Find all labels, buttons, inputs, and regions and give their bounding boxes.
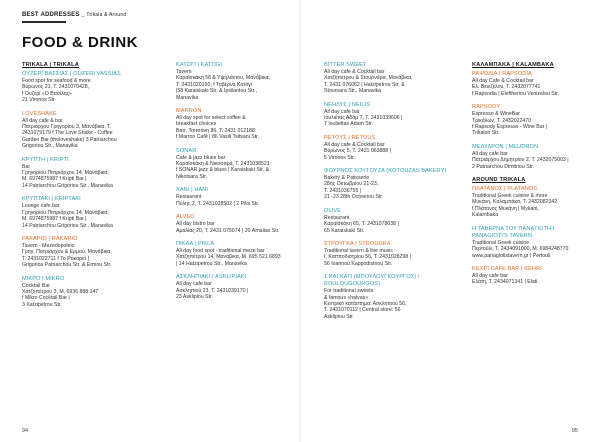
listing-detail: f Ουζερί «Ο Βασίλης» [22, 90, 72, 97]
listing-detail: Καραϊσκάκη & Νικοσαρά, Τ. 2431038521 [176, 161, 270, 168]
listing-name: ΡΕΤΟΥΣ | RETOUS [324, 134, 376, 141]
listing-detail: Manavika [176, 94, 199, 101]
listing-detail: All day cafe & bar [22, 117, 63, 124]
page-number-left: 94 [22, 428, 29, 434]
listing-entry [472, 71, 588, 97]
listing-detail: 28ης Οκτωβρίου 21-23, [324, 181, 379, 188]
listing-detail: Τ. 2431020150, f Ταβέρνα Κατόγι [176, 81, 253, 88]
listing-detail: 23 Asklipiou Str. [176, 293, 213, 300]
listing-detail: All day spot for select coffee & [176, 115, 246, 122]
listing-name: ΝΕΗΛΥΣ | NEILIS [324, 101, 371, 108]
listing-detail: Ασκληπιού 23, Τ. 2431039170 | [176, 287, 249, 294]
running-header: BEST ADDRESSES _ Trikala & Around [22, 12, 127, 18]
listing-detail: Stournara Str., Manavika [324, 88, 382, 95]
listing-name: ΦΟΥΡΝΟΣ ΚΟΥΤΟΥΖΑ (KOTOUZAS BAKERY) [324, 168, 447, 175]
listing-detail: f Πλάτανος Μυκάνη | Mykani, [472, 205, 539, 212]
listing-detail: Πατριάρχου Γρηγορίου 3, Μανάβικα, Τ. [22, 124, 112, 131]
listing-detail: All day Cafe & Cocktail bar [472, 78, 534, 84]
header-section: BEST ADDRESSES [22, 12, 80, 18]
listing-detail: Πύλης 2, Τ. 2431028502 | 2 Pilis Str. [176, 200, 260, 207]
listing-entry [22, 71, 148, 104]
listing-entry [176, 148, 298, 181]
listing-name: Η ΤΑΒΕΡΝΑ ΤΟΥ ΠΑΝΑΓΙΩΤΗ | PANAGIOTI'S TAVERN [472, 225, 555, 239]
listing-entry [176, 241, 298, 267]
listing-detail: Lounge cafe bar [22, 203, 60, 210]
listing-detail: For traditional sweets [324, 288, 374, 295]
listing-detail: Πατριάρχου Δημητρίου 2, Τ. 2432075003 | [472, 157, 569, 164]
listing-detail: Ελ. Βενιζέλου, Τ. 2432077741 [472, 84, 541, 91]
listing-detail: |58 Karaiskaki Str. & Ipsilantou Str., [176, 88, 257, 95]
listing-detail: Cocktail Bar [22, 282, 50, 289]
listing-detail: Χατζηπέτρου 14, Μανάβικα, Μ. 695 521 6893 [176, 254, 281, 261]
listing-name: ΚΡΥΠΤΑΚΙ | KRIPTAKI [22, 196, 81, 203]
header-rule [22, 21, 66, 23]
listing-detail: Bar [22, 163, 31, 170]
listing-name: ΡΑΨΩΔΙΑ | RAPSODIA [472, 71, 532, 77]
listing-detail: Καραϊσκάκη 58 & Υψηλάντου, Μανάβικα, [176, 75, 270, 82]
listing-detail: 2 Patriarchou Dimitriou Str. [472, 163, 534, 170]
listing-detail: Ελάτη, Τ. 2434071341 | Elati [472, 279, 538, 286]
listing-detail: All day cafe bar [324, 108, 360, 115]
listing-detail: Nikotsara Str. [176, 173, 208, 180]
column-2 [176, 62, 298, 307]
listing-entry [324, 168, 452, 201]
listing-entry [324, 62, 452, 95]
page-title: FOOD & DRINK [22, 34, 138, 51]
listing-entry [22, 196, 148, 229]
listing-entry [176, 187, 298, 207]
listing-detail: Χατζηπέτρου 3, Μ. 6936 888 147 [22, 288, 99, 295]
listing-name: ΜΕΛΥΔΡΟΝ | MEUDRON [472, 143, 539, 150]
listing-detail: f SONAR jazz & blues | Karaiskaki Str. & [176, 167, 270, 174]
listing-name: RAPSODY [472, 104, 501, 111]
listing-detail: All day food spot - traditional meze bar [176, 247, 265, 254]
listing-entry [324, 208, 452, 234]
listing-detail: f Rapsody Espresso - Wine Bar | [472, 124, 548, 131]
listing-detail: Traditional Greek cuisine [472, 239, 530, 246]
listing-detail: Espresso & WineBar [472, 111, 520, 118]
listing-detail: All day cafe bar [472, 272, 508, 279]
column-3 [324, 62, 452, 327]
listing-detail: Trikalon Str. [472, 130, 500, 137]
listing-detail: Γρηγορίου Πατριάρχου 14, Μανάβικα, [22, 209, 109, 216]
listing-detail: Τ. 2431070112 | Central store: 56 [324, 307, 401, 314]
listing-entry [176, 108, 298, 141]
listing-detail: All day bistro bar [176, 221, 215, 228]
listing-name: LOVESHAKE [22, 110, 57, 117]
listing-name: ΑΣΚΛΗΠΙΑΚΙ | ASKLIPIAKI [176, 274, 247, 281]
listing-entry [472, 186, 588, 219]
listing-entry [324, 135, 452, 161]
listing-name: ΧΑΝΙ | HANI [176, 187, 209, 194]
listing-name: MARRON [176, 108, 202, 115]
listing-detail: Asklipiou Str. [324, 313, 354, 320]
listing-name: ALVEO [176, 214, 195, 221]
listing-detail: 14 Patriarchou Grigoriou Str., Manavika [22, 222, 113, 229]
listing-entry [472, 144, 588, 170]
listing-detail: | 14 Hatzipetrou Str., Manavika [176, 260, 247, 267]
listing-detail: Traditional Greek cuisine & more [472, 193, 548, 200]
listing-detail: Τρικάλων, Τ. 2432022470 [472, 117, 532, 124]
listing-detail: Τ. 2431022711 f Το Ρακαριό | [22, 255, 89, 262]
listing-name: SONAR [176, 147, 197, 154]
listing-detail: Κεντρικό κατάστημα: Ασκληπιού 56, [324, 300, 407, 307]
listing-detail: Garden Bar (theloveshake) 3 Patriarchou [22, 136, 117, 143]
listing-detail: Τ. 2431036755 | [324, 187, 362, 194]
listing-detail: f Marron Café | 86 Vasili Tsitsani Str. [176, 134, 260, 141]
listing-detail: Restaurant [324, 214, 350, 221]
listing-detail: Περτούλι, Τ. 2434091000, Μ. 6984248770 [472, 246, 569, 253]
listing-detail: Bakery & Patisserie [324, 175, 370, 182]
listing-detail: Grigoriou Patriarchou Str. & Ermou Str. [22, 262, 112, 269]
listing-detail: Βύρωνος 21, Τ. 2431070428, [22, 84, 90, 91]
listing-detail: 3 Xatzipetrou Str. [22, 301, 62, 308]
listing-detail: All day cafe & Cocktail bar [324, 69, 385, 75]
listing-detail: Αμαλίας 20, Τ. 2431 075074 | 20 Amalias Str. [176, 227, 280, 234]
listing-detail: Μ. 6974875987 f Kripti Bar | [22, 216, 87, 223]
listing-name: BITTER SWEET [324, 62, 367, 68]
listing-name: ΡΑΚΑΡΙΟ | RAKARIO [22, 235, 78, 242]
section-heading-kalambaka: ΚΑΛΑΜΠΑΚΑ | KALAMBAKA [472, 62, 554, 68]
listing-detail: f Rapsodia | Eleftheriou Venizelou Str. [472, 90, 559, 97]
listing-detail: Γρηγ. Πατριάρχου & Ερμού, Μανάβικα, [22, 249, 112, 256]
listing-detail: All day cafe bar [176, 281, 212, 288]
listing-entry [472, 266, 588, 286]
listing-name: KEXPI CAFE BAR | KEHRI [472, 265, 542, 272]
listing-name: ΣΤΡΟΥΓΚΑ | STROUGKA [324, 240, 391, 247]
listing-detail: 65 Karaiskaki Str. [324, 227, 365, 234]
listing-detail: Ι. Καπποδιστρίου 56, Τ. 2431028298 | [324, 254, 411, 261]
listing-detail: 7 Iouliettas Adam Str. [324, 121, 374, 128]
listing-detail: 21 -23 28th Octovriou Str. [324, 194, 384, 201]
listing-detail: 21 Vironos Str. [22, 97, 56, 104]
listing-detail: Μυκάνη, Καλαμπάκα, Τ. 2432082342 [472, 199, 558, 206]
listing-detail: 2431079179 f The Love Shake - Coffee [22, 130, 113, 137]
listing-detail: Καραϊσκάκη 65, Τ. 2431078038 | [324, 221, 399, 228]
listing-entry [324, 274, 452, 320]
column-4 [472, 62, 588, 293]
listing-detail: Βασ. Τσιτσάνη 86, Τ. 2431 012188 [176, 127, 255, 134]
listing-detail: & famous «halvas» [324, 294, 369, 301]
listing-name: ΠΙΚΛΑ | PIKLA [176, 240, 215, 247]
listing-detail: Grigoriou Str., Manavika [22, 143, 78, 150]
listing-detail: Ιουλιέτας Αδάμ 7, Τ. 2431039606 | [324, 115, 403, 122]
listing-detail: Βύρωνος 5, Τ. 2431 063888 | [324, 148, 391, 155]
listing-detail: 5 Vironos Str. [324, 154, 356, 161]
listing-name: ΠΛΑΤΑΝΟΣ | PLATANOS [472, 186, 538, 193]
listing-detail: 56 Ioannou Kappodistriou Str. [324, 260, 393, 267]
listing-entry [22, 236, 148, 269]
listing-name: OLIVE [324, 207, 341, 214]
listing-entry [22, 157, 148, 190]
listing-detail: f Mikro Cocktail Bar | [22, 295, 70, 302]
listing-detail: Traditional tavern & live music [324, 247, 393, 254]
listing-detail: Tavern - Mezedopoleio [22, 242, 75, 249]
listing-entry [176, 62, 298, 101]
listing-entry [472, 104, 588, 137]
listing-detail: Τ. 2431 076062 | Hatzipetrou Str. & [324, 81, 405, 88]
listing-entry [472, 226, 588, 259]
header-sub: Trikala & Around [86, 12, 127, 18]
listing-name: ΜΙΚΡΟ | MIKRO [22, 275, 65, 282]
listing-entry [22, 111, 148, 150]
listing-entry [176, 214, 298, 234]
listing-detail: Tavern [176, 69, 192, 75]
listing-detail: Cafe & jazz blues bar [176, 154, 226, 161]
listing-detail: Μ. 6974875987 f Kripti Bar | [22, 176, 87, 183]
listing-name: ΟΥΖΕΡΙ ΒΑΣΣΙΑΣ | OUZERI VASSIAS [22, 71, 121, 77]
listing-detail: www.panagiotistavern.gr | Pertouli [472, 252, 551, 259]
page-gutter [299, 0, 301, 442]
listing-entry [324, 102, 452, 128]
listing-detail: All day cafe & Cocktail bar [324, 141, 385, 148]
column-1 [22, 62, 148, 315]
section-heading-trikala: TRIKALA | TRIKALA [22, 62, 79, 68]
listing-entry [324, 241, 452, 267]
listing-name: 1 ΚΑΙ ΚΑΤΙ (ΜΠΟΥΛΟΥΓΚΟΥΡΓΟΣ) / BOULOUGOURGOS) [324, 274, 420, 288]
listing-entry [176, 274, 298, 300]
listing-detail: breakfast choices [176, 121, 217, 128]
section-heading-around-trikala: AROUND TRIKALA [472, 177, 526, 184]
listing-detail: 14 Patriarchou Grigoriou Str., Manavika [22, 182, 113, 189]
listing-name: ΚΑΤΟΓΙ | KATOGI [176, 62, 223, 68]
listing-name: ΚΡΥΠΤΗ | KRIPTI [22, 156, 69, 163]
listing-detail: Restaurant [176, 194, 202, 201]
listing-detail: Χατζηπέτρου & Στουρνάρα, Μανάβικα, [324, 75, 413, 82]
listing-detail: All day cafe bar [472, 150, 508, 157]
listing-entry [22, 276, 148, 309]
listing-detail: Food spot for seafood & more [22, 78, 91, 84]
listing-detail: Γρηγορίου Πατριάρχου 14, Μανάβικα, [22, 170, 109, 177]
listing-detail: Kalambaka [472, 212, 498, 219]
page-number-right: 95 [571, 428, 578, 434]
